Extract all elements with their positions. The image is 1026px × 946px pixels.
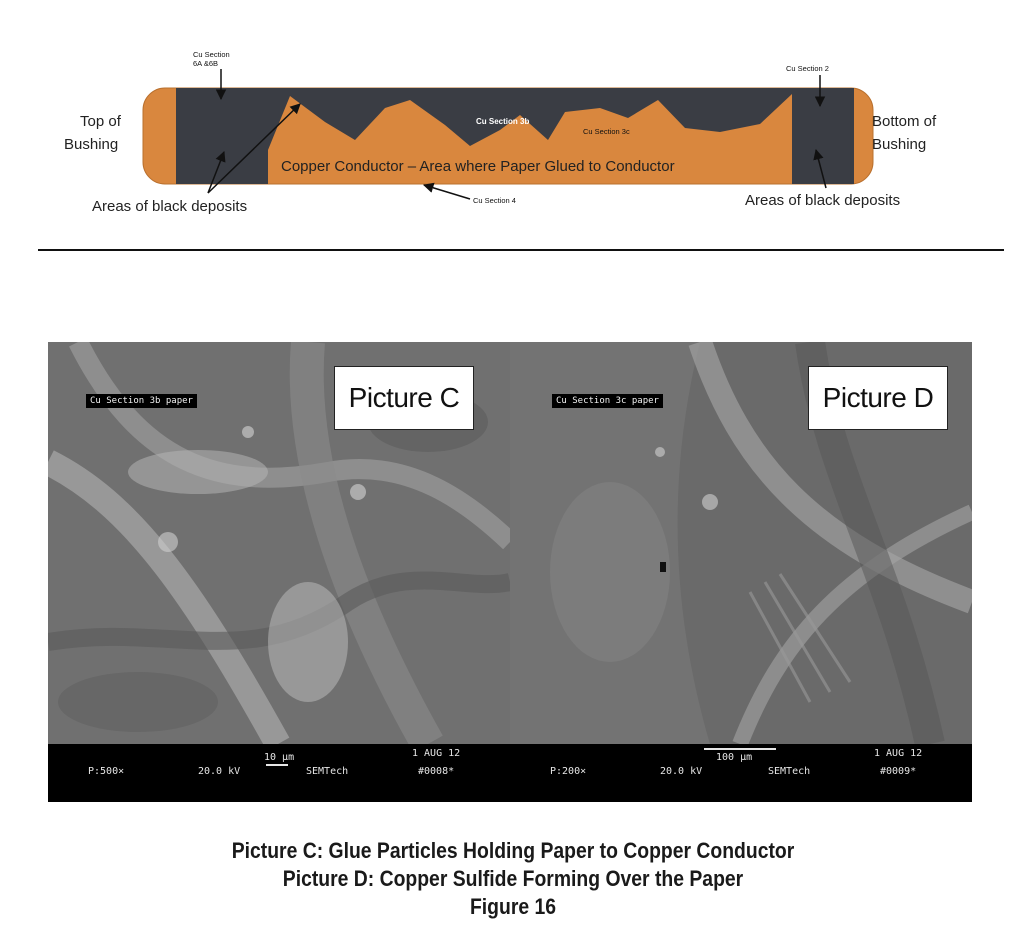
picture-d-label: Picture D — [808, 366, 948, 430]
picture-c-date: 1 AUG 12 — [412, 748, 461, 759]
caption-line-2: Picture D: Copper Sulfide Forming Over the Paper — [282, 866, 744, 891]
black-deposits-right-label: Areas of black deposits — [745, 192, 901, 209]
picture-d-frame: #0009* — [880, 766, 917, 777]
copper-conductor-label: Copper Conductor – Area where Paper Glued to Conductor — [281, 158, 675, 175]
picture-d-brand: SEMTech — [768, 766, 811, 777]
sem-micrograph-panel — [48, 342, 972, 802]
picture-c-frame: #0008* — [418, 766, 455, 777]
picture-c-label: Picture C — [334, 366, 474, 430]
bottom-of-bushing-label-2: Bushing — [872, 136, 927, 153]
figure-number: Figure 16 — [469, 894, 557, 919]
picture-d-magnification: P:200× — [550, 766, 587, 777]
cu-section-3c-label: Cu Section 3c — [583, 127, 630, 136]
picture-c-section-tag: Cu Section 3b paper — [86, 394, 197, 408]
picture-d-date: 1 AUG 12 — [874, 748, 923, 759]
top-of-bushing-label-2: Bushing — [64, 136, 119, 153]
deposit-block-bottom — [792, 88, 854, 184]
top-of-bushing-label: Top of — [80, 113, 121, 130]
cu-section-6a-label: Cu Section — [193, 50, 230, 59]
cu-section-6a-label-2: 6A &6B — [193, 59, 219, 68]
picture-d-scale-bar — [704, 748, 776, 750]
black-deposits-left-label: Areas of black deposits — [92, 198, 248, 215]
picture-c-scale-label: 10 µm — [264, 752, 295, 763]
section-divider — [38, 249, 1004, 251]
sem-info-bar — [48, 744, 972, 802]
deposit-block-top — [176, 88, 268, 184]
picture-d-voltage: 20.0 kV — [660, 766, 703, 777]
cu-section-4-label: Cu Section 4 — [473, 196, 516, 205]
picture-d-section-tag: Cu Section 3c paper — [552, 394, 663, 408]
picture-c-image — [48, 342, 510, 744]
picture-c-magnification: P:500× — [88, 766, 125, 777]
cu-section-2-label: Cu Section 2 — [786, 64, 829, 73]
bushing-diagram — [0, 0, 1026, 240]
picture-c-brand: SEMTech — [306, 766, 349, 777]
caption-line-1: Picture C: Glue Particles Holding Paper to Copper Conductor — [231, 838, 795, 863]
picture-d-scale-label: 100 µm — [716, 752, 753, 763]
picture-c-voltage: 20.0 kV — [198, 766, 241, 777]
picture-c-scale-bar — [266, 764, 288, 766]
picture-d-image — [510, 342, 972, 744]
bottom-of-bushing-label: Bottom of — [872, 113, 937, 130]
arrow-section-4 — [424, 185, 470, 199]
cu-section-3b-label: Cu Section 3b — [476, 117, 530, 126]
